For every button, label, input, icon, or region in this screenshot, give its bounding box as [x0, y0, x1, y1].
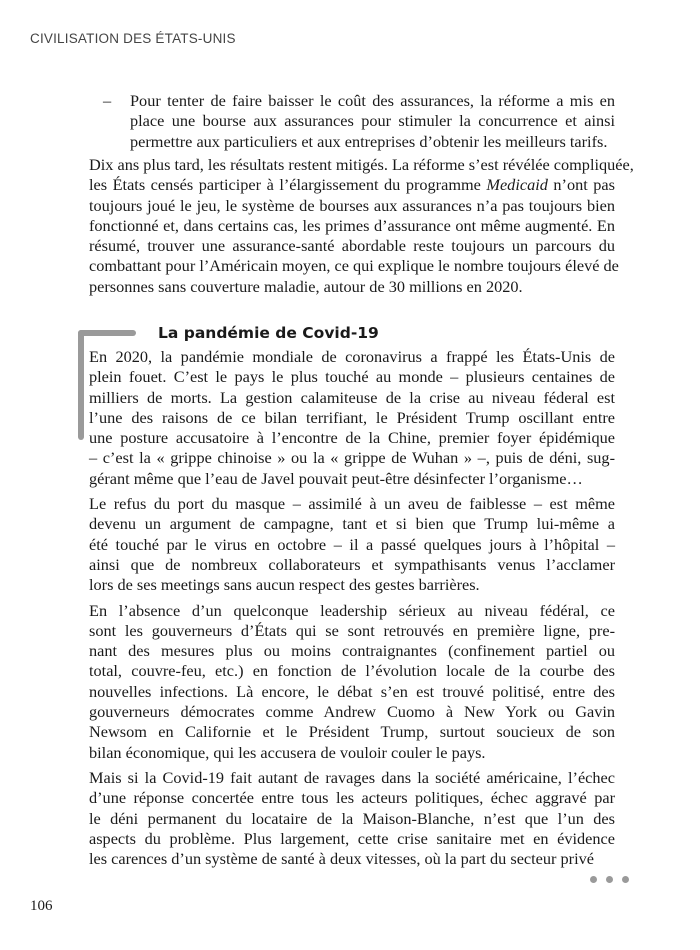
box-bracket-horizontal: [78, 330, 136, 336]
text-line: bilan économique, qui les accusera de vouloir couler le pays.: [89, 742, 486, 762]
bullet-dash: –: [103, 91, 112, 110]
text-line: – c’est la « grippe chinoise » ou la « grippe de Wuhan » –, puis de déni, sug-: [89, 448, 615, 468]
text-line: aspects du problème. Plus largement, cette crise sanitaire met en évidence: [89, 828, 615, 848]
text-line: total, couvre-feu, etc.) en fonction de l’évolution locale de la courbe des: [89, 661, 615, 681]
text-line: gouverneurs démocrates comme Andrew Cuomo à New York ou Gavin: [89, 702, 615, 722]
text-line: sont les gouverneurs d’États qui se sont retrouvés en première ligne, pre-: [89, 620, 615, 640]
box-bracket-vertical: [78, 330, 84, 440]
box-paragraph: [89, 601, 615, 763]
text-line: permettre aux particuliers et aux entreprises d’obtenir les meilleurs tarifs.: [130, 131, 608, 151]
dot: [590, 876, 597, 883]
box-paragraph: [89, 494, 615, 595]
running-head: CIVILISATION DES ÉTATS-UNIS: [30, 31, 236, 46]
paragraph-results: [89, 155, 634, 297]
text-line: Mais si la Covid-19 fait autant de ravages dans la société américaine, l’échec: [89, 768, 615, 787]
text-line: l’une des raisons de ce bilan terrifiant, le Président Trump oscillant entre: [89, 407, 615, 427]
text-line: les États censés participer à l’élargissement du programme Medicaid n’ont pas: [89, 175, 615, 195]
text-line: ainsi que de nombreux collaborateurs et sympathisants venus l’acclamer: [89, 554, 615, 574]
text-line: personnes sans couverture maladie, autour de 30 millions en 2020.: [89, 276, 523, 296]
text-line: place une bourse aux assurances pour stimuler la concurrence et ainsi: [130, 111, 615, 131]
italic-term: Medicaid: [486, 175, 548, 195]
text-line: En 2020, la pandémie mondiale de coronavirus a frappé les États-Unis de: [89, 347, 615, 366]
text-line: Dix ans plus tard, les résultats restent mitigés. La réforme s’est révélée compliquée,: [89, 155, 634, 174]
text-line: En l’absence d’un quelconque leadership sérieux au niveau fédéral, ce: [89, 600, 615, 620]
text-line: toujours joué le jeu, le système de bourses aux assurances n’a pas toujours bien: [89, 195, 615, 215]
continuation-dots-icon: [590, 876, 629, 883]
text-line: Pour tenter de faire baisser le coût des assurances, la réforme a mis en: [130, 91, 615, 110]
dot: [622, 876, 629, 883]
text-line: les carences d’un système de santé à deux vitesses, où la part du secteur privé: [89, 849, 594, 869]
text-line: fonctionné et, dans certains cas, les primes d’assurance ont même augmenté. En: [89, 215, 615, 235]
text-line: gérant même que l’eau de Javel pouvait peut-être désinfecter l’organisme…: [89, 468, 583, 488]
text-line: Le refus du port du masque – assimilé à un aveu de faiblesse – est même: [89, 494, 615, 514]
box-paragraph: [89, 347, 615, 489]
text-line: Newsom en Californie et le Président Trump, surtout soucieux de son: [89, 722, 615, 742]
text-line: nouvelles infections. Là encore, le débat s’en est trouvé politisé, entre des: [89, 681, 615, 701]
text-line: été touché par le virus en octobre – il a passé quelques jours à l’hôpital –: [89, 534, 615, 554]
text-line: milliers de morts. La gestion calamiteuse de la crise au niveau féderal est: [89, 387, 615, 407]
dot: [606, 876, 613, 883]
text-line: plein fouet. C’est le pays le plus touché au monde – plusieurs centaines de: [89, 367, 615, 387]
text-line: d’une réponse concertée entre tous les acteurs politiques, échec aggravé par: [89, 788, 615, 808]
page-number: 106: [30, 898, 53, 914]
text-line: combattant pour l’Américain moyen, ce qui explique le nombre toujours élevé de: [89, 256, 619, 276]
box-heading: La pandémie de Covid-19: [158, 324, 379, 342]
text-line: une posture accusatoire à l’encontre de la Chine, premier foyer épidémique: [89, 428, 615, 448]
text-line: le déni permanent du locataire de la Maison-Blanche, n’est que l’un des: [89, 808, 615, 828]
text-line: lors de ses meetings sans aucun respect des gestes barrières.: [89, 575, 480, 595]
text-line: résumé, trouver une assurance-santé abordable reste toujours un parcours du: [89, 236, 615, 256]
bullet-item: [103, 91, 615, 152]
text-line: devenu un argument de campagne, tant et si bien que Trump lui-même a: [89, 514, 615, 534]
text-line: nant des mesures plus ou moins contraignantes (confinement partiel ou: [89, 641, 615, 661]
box-paragraph: [89, 768, 615, 869]
